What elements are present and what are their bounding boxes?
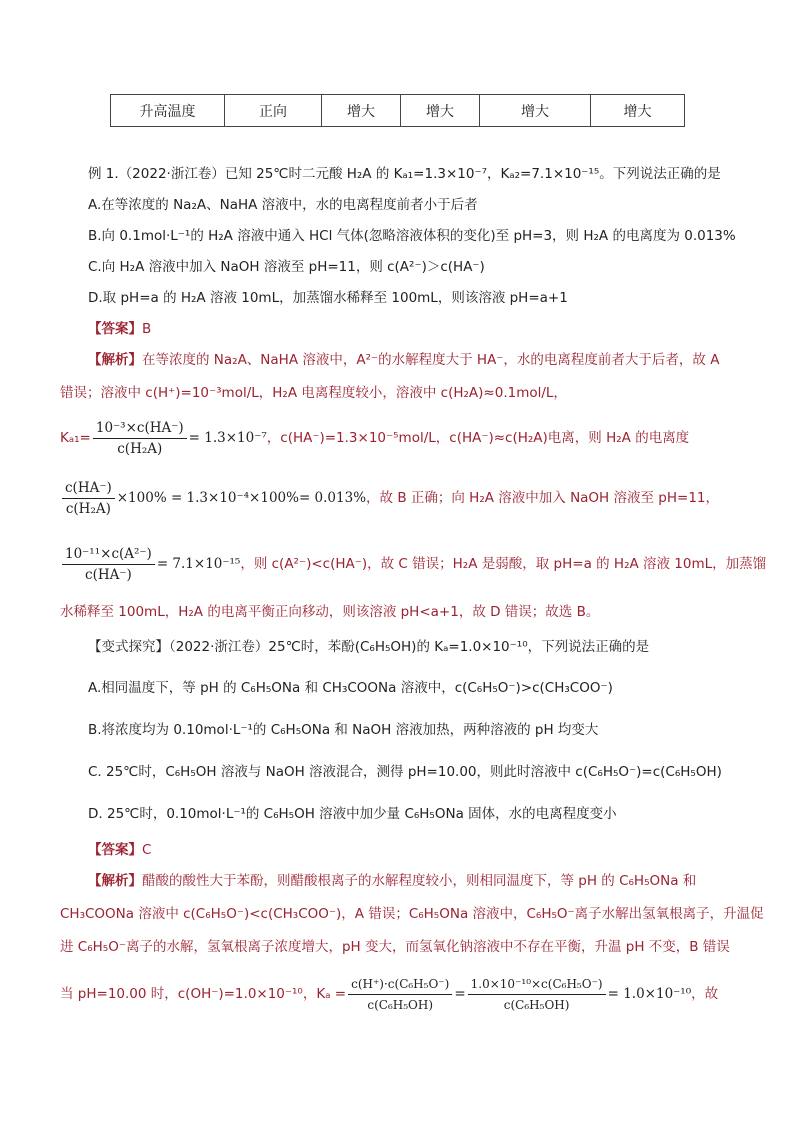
- analysis-text: 醋酸的酸性大于苯酚，则醋酸根离子的水解程度较小，则相同温度下，等 pH 的 C₆H₅ONa 和: [142, 873, 697, 889]
- ka-equals: = 1.0×10⁻¹⁰: [607, 986, 692, 1002]
- summary-table: [110, 94, 685, 127]
- example1-answer: [88, 319, 151, 339]
- ka-fraction-1: [348, 974, 452, 1015]
- answer-label: 【答案】: [88, 842, 142, 858]
- example2-formula-ka: 当 pH=10.00 时，c(OH⁻)=1.0×10⁻¹⁰，Kₐ = $\frac{\text{c(H⁺)·c(C₆H₅O⁻)}}{\text{c(C₆H₅OH)}}$ = $\frac{\text{1.0×10⁻¹⁰×c(C₆H₅O⁻)}}{\text{c(C₆H₅OH)}}$ = 1.0×10⁻¹⁰，故: [60, 972, 718, 1016]
- table-cell: 增大: [401, 95, 480, 127]
- example2-option-a: A.相同温度下，等 pH 的 C₆H₅ONa 和 CH₃COONa 溶液中，c(C₆H₅O⁻)>c(CH₃COO⁻): [88, 680, 613, 696]
- ka1-fraction: [93, 418, 187, 459]
- ka2-fraction: [62, 544, 155, 585]
- fraction-numerator: 1.0×10⁻¹⁰×c(C₆H₅O⁻): [468, 974, 606, 995]
- example1-option-b: B.向 0.1mol·L⁻¹的 H₂A 溶液中通入 HCl 气体(忽略溶液体积的变化)至 pH=3，则 H₂A 的电离度为 0.013%: [88, 228, 736, 244]
- alpha-equals: ×100% = 1.3×10⁻⁴×100%= 0.013%: [116, 490, 367, 506]
- ka-lead: 当 pH=10.00 时，c(OH⁻)=1.0×10⁻¹⁰，Kₐ =: [60, 986, 347, 1002]
- answer-value: B: [142, 321, 152, 337]
- example1-option-a: A.在等浓度的 Na₂A、NaHA 溶液中，水的电离程度前者小于后者: [88, 197, 478, 213]
- analysis-label: 【解析】: [88, 873, 142, 889]
- fraction-denominator: c(C₆H₅OH): [503, 997, 570, 1012]
- alpha-tail: ，故 B 正确；向 H₂A 溶液中加入 NaOH 溶液至 pH=11，: [366, 490, 720, 506]
- ka2-equals: = 7.1×10⁻¹⁵: [156, 556, 241, 572]
- table-cell: 升高温度: [111, 95, 225, 127]
- example2-option-b: B.将浓度均为 0.10mol·L⁻¹的 C₆H₅ONa 和 NaOH 溶液加热，两种溶液的 pH 均变大: [88, 722, 599, 738]
- example1-option-c: C.向 H₂A 溶液中加入 NaOH 溶液至 pH=11，则 c(A²⁻)＞c(HA⁻): [88, 259, 485, 275]
- example1-option-d: D.取 pH=a 的 H₂A 溶液 10mL，加蒸馏水稀释至 100mL，则该溶液 pH=a+1: [88, 290, 568, 306]
- example1-analysis-line2: 错误；溶液中 c(H⁺)=10⁻³mol/L，H₂A 电离程度较小，溶液中 c(H₂A)≈0.1mol/L，: [60, 385, 567, 401]
- fraction-denominator: c(C₆H₅OH): [367, 997, 434, 1012]
- ka1-tail: ，c(HA⁻)=1.3×10⁻⁵mol/L，c(HA⁻)≈c(H₂A)电离，则 H₂A 的电离度: [266, 430, 690, 446]
- table-cell: 增大: [591, 95, 685, 127]
- example2-analysis-line1: [88, 871, 696, 891]
- ka-tail: ，故: [691, 986, 719, 1002]
- example1-formula-ka2: [60, 542, 766, 586]
- example1-analysis-line1: [88, 350, 719, 370]
- table-cell: 增大: [480, 95, 591, 127]
- table-row: [111, 95, 685, 127]
- example2-title: 【变式探究】（2022·浙江卷）25℃时，苯酚(C₆H₅OH)的 Kₐ=1.0×10⁻¹⁰，下列说法正确的是: [88, 639, 650, 655]
- fraction-denominator: c(HA⁻): [85, 566, 132, 583]
- answer-value: C: [142, 842, 152, 858]
- analysis-label: 【解析】: [88, 352, 142, 368]
- example2-option-d: D. 25℃时，0.10mol·L⁻¹的 C₆H₅OH 溶液中加少量 C₆H₅ONa 固体，水的电离程度变小: [88, 806, 617, 822]
- alpha-fraction: [62, 478, 115, 519]
- example2-answer: [88, 840, 151, 860]
- ka1-equals: = 1.3×10⁻⁷: [188, 430, 267, 446]
- fraction-numerator: c(HA⁻): [62, 478, 115, 499]
- example1-title: 例 1.（2022·浙江卷）已知 25℃时二元酸 H₂A 的 Kₐ₁=1.3×10⁻⁷，Kₐ₂=7.1×10⁻¹⁵。下列说法正确的是: [88, 166, 721, 182]
- example2-option-c: C. 25℃时，C₆H₅OH 溶液与 NaOH 溶液混合，测得 pH=10.00，则此时溶液中 c(C₆H₅O⁻)=c(C₆H₅OH): [88, 764, 722, 780]
- example1-analysis-conclusion: 水稀释至 100mL，H₂A 的电离平衡正向移动，则该溶液 pH<a+1，故 D 错误；故选 B。: [60, 604, 600, 620]
- ka-fraction-2: [468, 974, 606, 1015]
- table-cell: 正向: [225, 95, 322, 127]
- fraction-denominator: c(H₂A): [65, 500, 111, 517]
- answer-label: 【答案】: [88, 321, 142, 337]
- analysis-text: 在等浓度的 Na₂A、NaHA 溶液中，A²⁻的水解程度大于 HA⁻，水的电离程度前者大于后者，故 A: [142, 352, 720, 368]
- fraction-numerator: c(H⁺)·c(C₆H₅O⁻): [348, 974, 452, 995]
- table-cell: 增大: [322, 95, 401, 127]
- fraction-denominator: c(H₂A): [117, 440, 163, 457]
- ka1-lead: Kₐ₁=: [60, 430, 91, 446]
- fraction-numerator: 10⁻³×c(HA⁻): [93, 418, 187, 439]
- ka2-tail: ，则 c(A²⁻)<c(HA⁻)，故 C 错误；H₂A 是弱酸，取 pH=a 的 H₂A 溶液 10mL，加蒸馏: [240, 556, 767, 572]
- example2-analysis-line3: 进 C₆H₅O⁻离子的水解，氢氧根离子浓度增大，pH 变大，而氢氧化钠溶液中不存在平衡，升温 pH 不变，B 错误: [60, 939, 730, 955]
- example2-analysis-line2: CH₃COONa 溶液中 c(C₆H₅O⁻)<c(CH₃COO⁻)，A 错误；C₆H₅ONa 溶液中，C₆H₅O⁻离子水解出氢氧根离子，升温促: [60, 906, 764, 922]
- fraction-numerator: 10⁻¹¹×c(A²⁻): [62, 544, 155, 565]
- example1-formula-alpha: [60, 476, 719, 520]
- example1-formula-ka1: [60, 416, 689, 460]
